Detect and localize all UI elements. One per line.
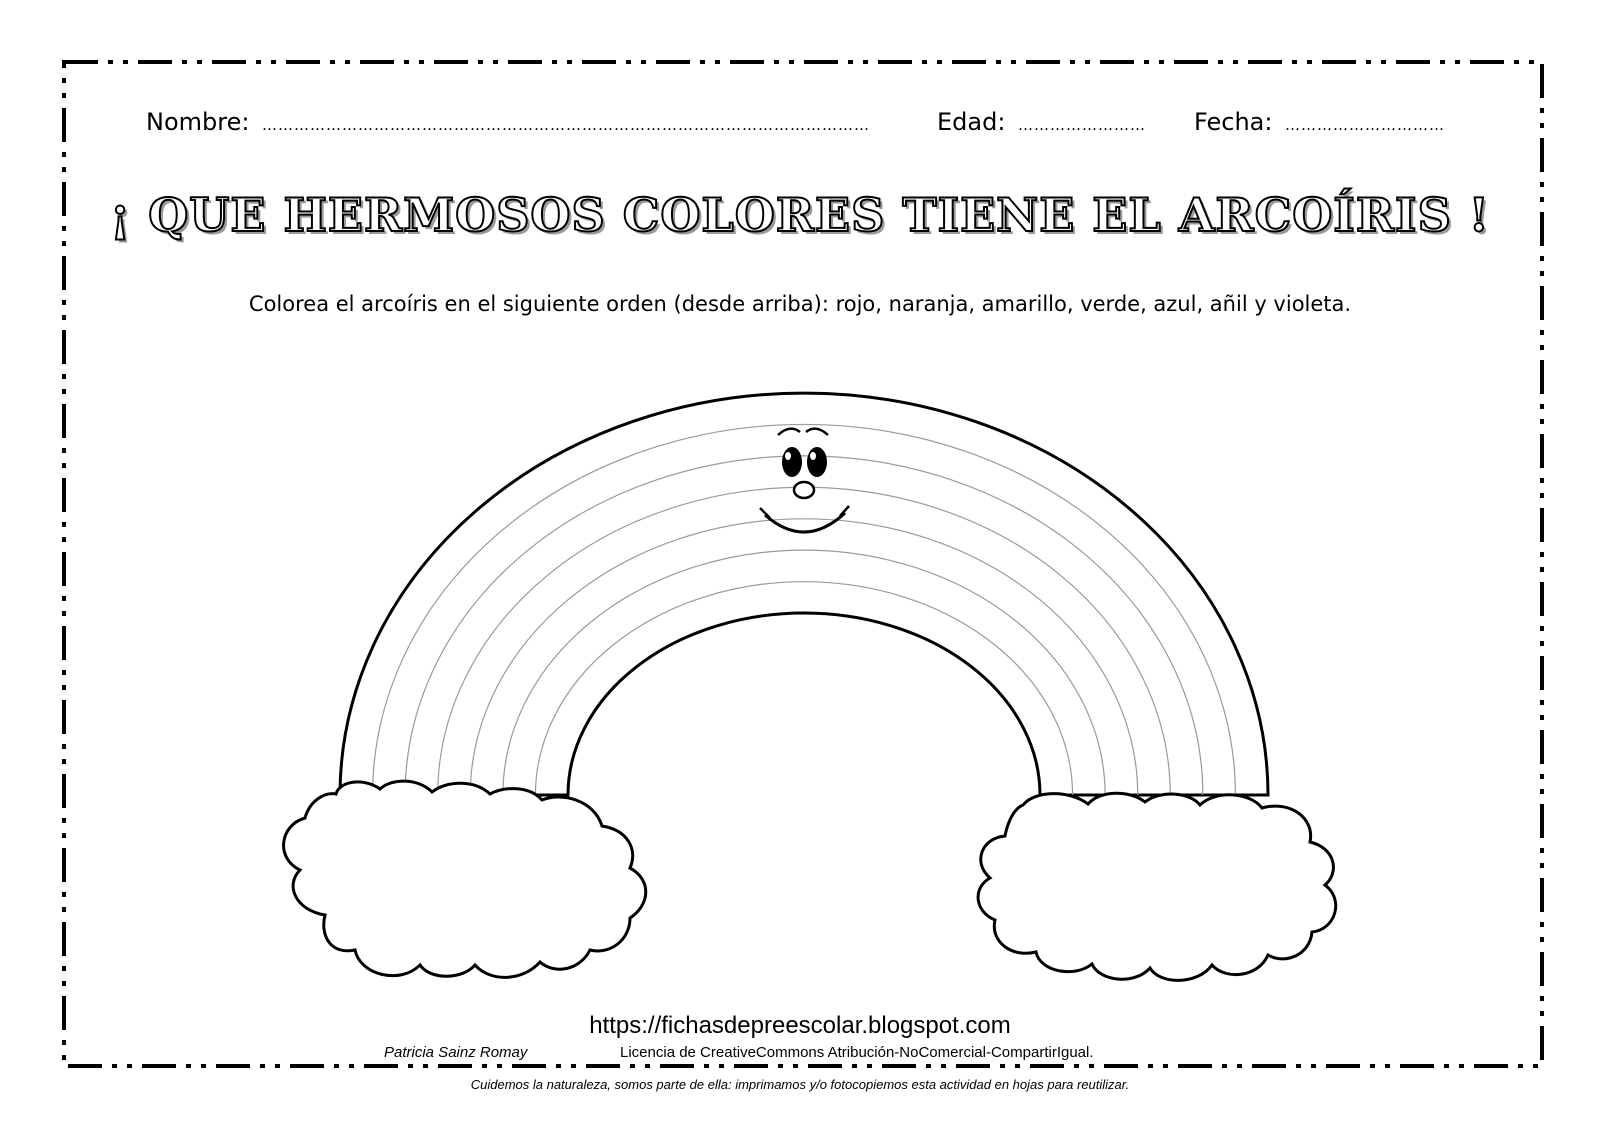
date-field[interactable]: …………………………: [1285, 116, 1445, 134]
website-url[interactable]: https://fichasdepreescolar.blogspot.com: [589, 1012, 1011, 1039]
age-field[interactable]: ……………………: [1018, 116, 1146, 134]
cloud-right: [978, 793, 1336, 980]
age-label: Edad:: [937, 108, 1006, 136]
page-title: ¡ QUE HERMOSOS COLORES TIENE EL ARCOÍRIS !: [110, 188, 1490, 242]
instructions-text: Colorea el arcoíris en el siguiente orden (desde arriba): rojo, naranja, amarillo, verde, azul, añil y violeta.: [248, 292, 1352, 316]
cloud-left: [284, 781, 646, 977]
license-text: Licencia de CreativeCommons Atribución-NoComercial-CompartirIgual.: [620, 1044, 1094, 1061]
name-label: Nombre:: [146, 108, 250, 136]
rainbow-bands: [340, 393, 1268, 795]
name-field[interactable]: ……………………………………………………………………………………………………: [262, 116, 870, 134]
footer-note: Cuidemos la naturaleza, somos parte de ella: imprimamos y/o fotocopiemos esta actividad en hojas para reutilizar.: [470, 1077, 1130, 1092]
rainbow-outline: [340, 393, 1268, 795]
date-label: Fecha:: [1194, 108, 1273, 136]
author-credit: Patricia Sainz Romay: [384, 1044, 528, 1061]
